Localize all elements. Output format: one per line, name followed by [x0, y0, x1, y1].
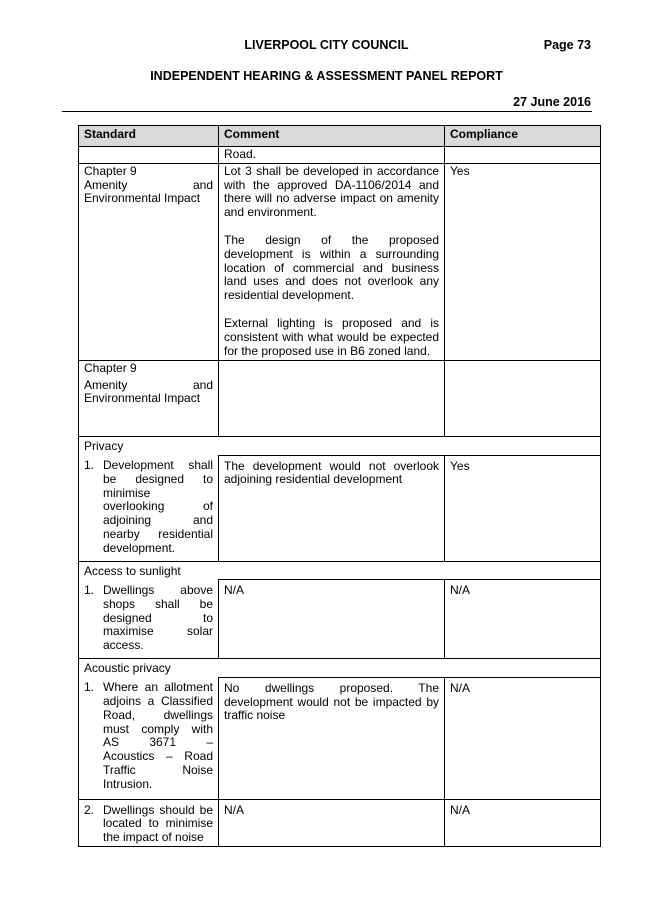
report-date: 27 June 2016	[513, 95, 591, 109]
comment-paragraph: External lighting is proposed and is consistent with what would be expected for the proposed use in B6 zoned land.	[224, 315, 439, 358]
compliance-cell	[445, 360, 601, 436]
section-heading-acoustic: Acoustic privacy	[79, 658, 601, 677]
section-heading-sunlight: Access to sunlight	[79, 561, 601, 580]
table-row	[79, 580, 601, 658]
header-compliance: Compliance	[445, 126, 601, 147]
comment-cell: The development would not overlook adjoining residential development	[219, 455, 445, 561]
council-name: LIVERPOOL CITY COUNCIL	[244, 38, 409, 52]
standard-amenity	[84, 379, 213, 393]
comment-cell	[219, 163, 445, 360]
table-row	[79, 436, 601, 455]
item-number: 1.	[84, 582, 95, 597]
report-title: INDEPENDENT HEARING & ASSESSMENT PANEL REPORT	[150, 69, 503, 83]
item-number: 1.	[84, 680, 95, 695]
table-row	[79, 147, 601, 164]
compliance-cell: Yes	[445, 163, 601, 360]
standard-cell	[79, 163, 219, 360]
standard-cell	[79, 580, 219, 658]
table-row	[79, 455, 601, 561]
item-number: 1.	[84, 458, 95, 473]
item-text: Where an allotment adjoins a Classified Road, dwellings must comply with AS 3671 – Acoustics – Road Traffic Noise Intrusion.	[103, 680, 213, 791]
item-text: Dwellings above shops shall be designed to maximise solar access.	[103, 582, 213, 653]
table-row	[79, 360, 601, 436]
standard-cell	[79, 360, 219, 436]
standard-chapter: Chapter 9	[84, 360, 137, 375]
table-header-row	[79, 126, 601, 147]
page-number: Page 73	[543, 38, 591, 52]
comment-cell: N/A	[219, 580, 445, 658]
section-heading-privacy: Privacy	[79, 436, 601, 455]
table-row	[79, 677, 601, 799]
comment-paragraph: The design of the proposed development is within a surrounding location of commercial and business land uses and does not overlook any residential development.	[224, 232, 439, 303]
header-rule	[62, 111, 592, 112]
header-standard: Standard	[79, 126, 219, 147]
compliance-cell: N/A	[445, 677, 601, 799]
compliance-cell: N/A	[445, 580, 601, 658]
table-row	[79, 163, 601, 360]
compliance-cell: N/A	[445, 799, 601, 846]
standard-cell	[79, 677, 219, 799]
item-text: Dwellings should be located to minimise the impact of noise	[103, 802, 213, 845]
standard-chapter: Chapter 9	[84, 163, 137, 178]
compliance-cell	[445, 147, 601, 164]
item-text: Development shall be designed to minimise overlooking of adjoining and nearby residential development.	[103, 458, 213, 555]
standard-cell	[79, 799, 219, 846]
comment-cell: N/A	[219, 799, 445, 846]
table-row	[79, 658, 601, 677]
table-row	[79, 561, 601, 580]
and-word: and	[192, 377, 213, 392]
standard-amenity	[84, 179, 213, 193]
item-number: 2.	[84, 802, 95, 817]
standard-cell	[79, 147, 219, 164]
table-row	[79, 799, 601, 846]
comment-paragraph: Lot 3 shall be developed in accordance with the approved DA-1106/2014 and there will no adverse impact on amenity and environment.	[224, 163, 439, 220]
standard-cell	[79, 455, 219, 561]
compliance-cell: Yes	[445, 455, 601, 561]
standard-environmental: Environmental Impact	[84, 191, 201, 206]
compliance-table	[78, 125, 601, 847]
amenity-word: Amenity	[84, 377, 128, 392]
comment-cell: Road.	[219, 147, 445, 164]
comment-cell: No dwellings proposed. The development would not be impacted by traffic noise	[219, 677, 445, 799]
header-comment: Comment	[219, 126, 445, 147]
comment-cell	[219, 360, 445, 436]
and-word: and	[192, 177, 213, 192]
amenity-word: Amenity	[84, 177, 128, 192]
standard-environmental: Environmental Impact	[84, 391, 201, 406]
